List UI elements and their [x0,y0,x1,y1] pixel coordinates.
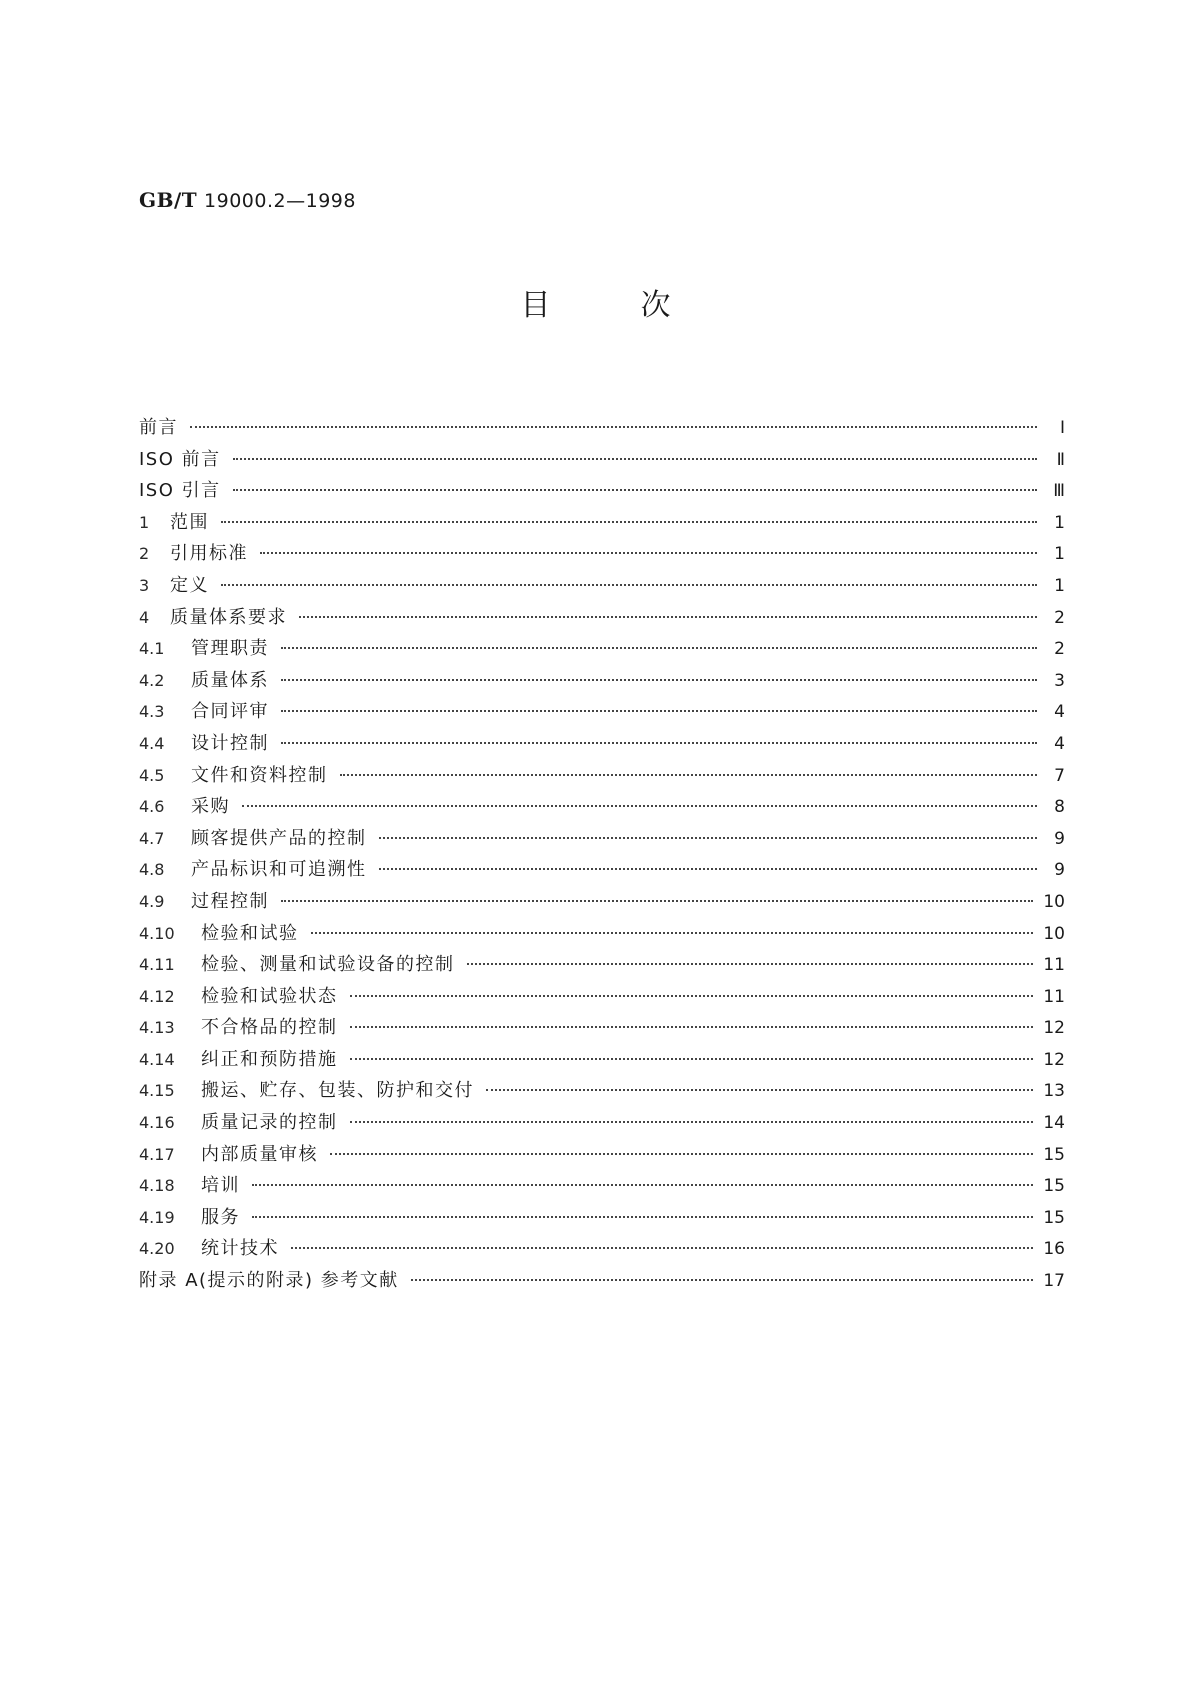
toc-number: 2 [139,544,150,564]
toc-label: 设计控制 [191,732,269,754]
toc-number: 4.10 [139,923,175,943]
toc-label: 服务 [201,1206,240,1228]
dot-leader [379,868,1038,870]
toc-page-number: 10 [1043,891,1065,912]
toc-page-number: 3 [1054,670,1065,691]
dot-leader [291,1247,1033,1249]
toc-page-number: 11 [1043,955,1065,976]
toc-number: 4.6 [139,797,165,817]
toc-number: 4.18 [139,1176,175,1196]
toc-number: 4.1 [139,639,165,659]
dot-leader [340,774,1038,776]
toc-page-number: 1 [1054,512,1065,533]
toc-page-number: Ⅱ [1056,449,1065,470]
dot-leader [252,1184,1033,1186]
toc-number: 4.11 [139,955,175,975]
toc-page-number: 11 [1043,986,1065,1007]
toc-entry-4-6[interactable] [139,792,1065,824]
toc-number: 4 [139,607,150,627]
toc-number: 4.13 [139,1018,175,1038]
toc-number: 4.16 [139,1113,175,1133]
toc-label: 定义 [170,574,209,596]
toc-entry-4-16[interactable] [139,1108,1065,1140]
dot-leader [281,647,1037,649]
toc-label: 质量体系 [191,669,269,691]
standard-prefix: GB/T [139,188,198,212]
toc-entry-2[interactable] [139,539,1065,571]
standard-code [139,188,356,212]
dot-leader [350,1121,1034,1123]
dot-leader [379,837,1038,839]
toc-page-number: 15 [1043,1176,1065,1197]
toc-label: 纠正和预防措施 [201,1048,338,1070]
toc-label: ISO 前言 [139,448,221,470]
table-of-contents [139,413,1065,1298]
toc-page-number: 15 [1043,1207,1065,1228]
dot-leader [221,521,1037,523]
toc-label: 文件和资料控制 [191,764,328,786]
toc-entry-4-15[interactable] [139,1076,1065,1108]
toc-label: 采购 [191,796,230,818]
dot-leader [350,995,1034,997]
toc-page-number: 1 [1054,544,1065,565]
toc-page-number: 15 [1043,1144,1065,1165]
dot-leader [281,710,1037,712]
toc-page-number: Ⅰ [1059,418,1065,438]
toc-number: 4.8 [139,860,165,880]
toc-page-number: 16 [1043,1239,1065,1260]
toc-label: ISO 引言 [139,480,221,502]
toc-entry-iso-foreword[interactable] [139,445,1065,477]
toc-entry-foreword[interactable] [139,413,1065,445]
dot-leader [311,932,1034,934]
toc-page-number: 2 [1054,639,1065,660]
dot-leader [233,458,1037,460]
toc-number: 4.9 [139,891,165,911]
toc-number: 4.3 [139,702,165,722]
toc-number: 4.15 [139,1081,175,1101]
toc-page-number: 12 [1043,1018,1065,1039]
toc-page-number: 9 [1054,860,1065,881]
dot-leader [233,489,1037,491]
toc-number: 4.17 [139,1144,175,1164]
toc-number: 3 [139,575,150,595]
dot-leader [242,805,1037,807]
toc-entry-4-4[interactable] [139,729,1065,761]
toc-entry-4-11[interactable] [139,950,1065,982]
toc-number: 4.5 [139,765,165,785]
toc-entry-4[interactable] [139,603,1065,635]
toc-label: 检验、测量和试验设备的控制 [201,954,455,976]
dot-leader [350,1058,1034,1060]
toc-entry-4-13[interactable] [139,1013,1065,1045]
toc-label: 附录 A(提示的附录) 参考文献 [139,1270,399,1292]
page-title: 目次 [520,288,761,323]
toc-number: 4.7 [139,828,165,848]
toc-page-number: 17 [1043,1271,1065,1292]
toc-entry-iso-introduction[interactable] [139,476,1065,508]
toc-label: 检验和试验 [201,922,299,944]
toc-entry-4-19[interactable] [139,1203,1065,1235]
toc-entry-4-18[interactable] [139,1171,1065,1203]
toc-number: 1 [139,512,150,532]
toc-entry-appendix-a[interactable] [139,1266,1065,1298]
toc-label: 内部质量审核 [201,1143,318,1165]
toc-entry-4-7[interactable] [139,824,1065,856]
toc-page-number: 9 [1054,828,1065,849]
toc-entry-4-1[interactable] [139,634,1065,666]
dot-leader [281,679,1037,681]
dot-leader [330,1153,1033,1155]
toc-entry-4-5[interactable] [139,761,1065,793]
toc-label: 不合格品的控制 [201,1017,338,1039]
dot-leader [350,1026,1034,1028]
toc-entry-4-2[interactable] [139,666,1065,698]
toc-label: 顾客提供产品的控制 [191,827,367,849]
dot-leader [411,1279,1034,1281]
toc-page-number: 2 [1054,607,1065,628]
toc-entry-4-14[interactable] [139,1045,1065,1077]
toc-number: 4.4 [139,733,165,753]
toc-page-number: 1 [1054,575,1065,596]
toc-label: 统计技术 [201,1238,279,1260]
toc-entry-4-8[interactable] [139,855,1065,887]
toc-page-number: 12 [1043,1049,1065,1070]
dot-leader [281,742,1037,744]
toc-number: 4.14 [139,1049,175,1069]
toc-page-number: 13 [1043,1081,1065,1102]
toc-label: 培训 [201,1175,240,1197]
toc-label: 引用标准 [170,543,248,565]
toc-label: 产品标识和可追溯性 [191,859,367,881]
toc-entry-1[interactable] [139,508,1065,540]
dot-leader [486,1089,1033,1091]
dot-leader [252,1216,1033,1218]
dot-leader [221,584,1037,586]
toc-number: 4.12 [139,986,175,1006]
toc-entry-4-3[interactable] [139,697,1065,729]
dot-leader [299,616,1037,618]
toc-entry-4-20[interactable] [139,1234,1065,1266]
toc-label: 前言 [139,417,178,438]
toc-number: 4.20 [139,1239,175,1259]
toc-page-number: 14 [1043,1113,1065,1134]
standard-number: 19000.2—1998 [204,190,356,212]
toc-label: 范围 [170,511,209,533]
toc-number: 4.19 [139,1207,175,1227]
dot-leader [281,900,1033,902]
toc-entry-4-12[interactable] [139,982,1065,1014]
toc-number: 4.2 [139,670,165,690]
toc-entry-3[interactable] [139,571,1065,603]
toc-page-number: 8 [1054,797,1065,818]
toc-page-number: 4 [1054,733,1065,754]
toc-label: 质量记录的控制 [201,1112,338,1134]
toc-label: 质量体系要求 [170,606,287,628]
toc-label: 合同评审 [191,701,269,723]
dot-leader [467,963,1034,965]
dot-leader [260,552,1037,554]
toc-entry-4-9[interactable] [139,887,1065,919]
toc-label: 检验和试验状态 [201,985,338,1007]
toc-page-number: 10 [1043,923,1065,944]
toc-page-number: 4 [1054,702,1065,723]
toc-entry-4-17[interactable] [139,1140,1065,1172]
toc-label: 搬运、贮存、包装、防护和交付 [201,1080,474,1102]
toc-label: 管理职责 [191,638,269,660]
toc-page-number: 7 [1054,765,1065,786]
toc-label: 过程控制 [191,890,269,912]
dot-leader [190,426,1037,428]
toc-page-number: Ⅲ [1053,481,1065,502]
toc-entry-4-10[interactable] [139,919,1065,951]
